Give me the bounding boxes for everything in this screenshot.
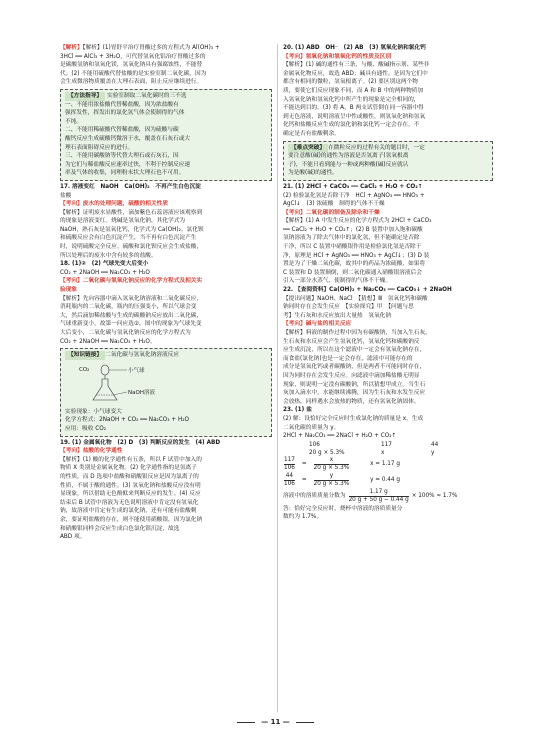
calc-cell: 106	[309, 441, 320, 448]
page-number: — 11 —	[261, 718, 290, 726]
answer-line: AgCl↓ (3) 浓硫酸 制得的气体不干燥	[283, 201, 385, 208]
box-line: 强挥发性，挥发出的氯化氢气体会使制得的气体	[65, 110, 185, 117]
box-title: 【难点突破】	[288, 144, 328, 153]
text-line: 的性质，而 D 选项中盐酸和硝酸银反应是因为氯离子的	[60, 473, 199, 480]
text-line: 气球重新变小，故第一问应选②，图中的现象为气球先变	[60, 321, 202, 328]
box-line: 为它们与稀盐酸反应速率过快，不利于控制反应速	[65, 161, 191, 168]
text-line: 【解析】(1) 酸的化学通性有五条，所以 F 试管中加入的	[60, 456, 202, 463]
solution-label: NaOH溶液	[128, 389, 155, 396]
q16-answer	[60, 44, 272, 87]
text-line: 灰加入滴水中，水能继续沸腾，因为生石灰和水发生反应	[283, 390, 426, 397]
knowledge-link-box	[60, 348, 272, 436]
topic-line: 【考向】二氧化碳与氢氧化钠反应的化学方程式及相关实	[60, 278, 203, 285]
text-line: NaOH，熟石灰是氢氧化钙，化学式为 Ca(OH)₂。氯化钡	[60, 226, 204, 233]
box-line: 三、不能用碳酸钠等代替大理石或石灰石，因	[65, 153, 179, 160]
q23-answer	[283, 406, 493, 522]
text-line: C 装置和 D 装置颠倒，则二氧化碳通入硝酸银溶液后会	[283, 269, 422, 276]
column-divider	[277, 44, 278, 712]
box-line: 实验现象：小气球变大	[65, 408, 122, 415]
answer-statement: 答：恰好完全反应时，烧杯中溶液的溶质质量分	[283, 505, 403, 512]
text-line: 【解析】料液的制作过程中因为有碳酸钠，当加入生石灰，	[283, 330, 431, 336]
co2-label: CO₂	[79, 366, 90, 373]
text-line: 性质，不属于酸的通性。(3) 氢氧化钠和盐酸反应没有明	[60, 482, 201, 489]
equation-line: CO₂ + 2NaOH ══ Na₂CO₃ + H₂O	[60, 269, 150, 276]
equation-line: CO₂ + 2NaOH ══ Na₂CO₃ + H₂O。	[60, 338, 156, 345]
text-line: 时，说明硫酸完全反应。硫酸和氯化钡反应会生成盐酸，	[60, 244, 203, 251]
box-line: 率及气体的收集，同理粉末状大理石也不可用。	[65, 170, 185, 177]
topic-line: 【考向】碱与盐的相关反应	[283, 321, 352, 328]
text-line: 3HCl ══ AlCl₃ + 3H₂O，可代替氢氧化铝治疗胃酸过多的	[60, 53, 206, 60]
box-line: 酸钙反应生成硫酸钙微溶于水，覆盖在石灰石或大	[65, 135, 191, 142]
box-line: 化学方程式：2NaOH + CO₂ ══ Na₂CO₃ + H₂O	[65, 417, 189, 424]
proportion-equation-y: $\frac{44}{106}$ = $\frac{y}{20 g \times 5.3\%}$ y = 0.44 g	[284, 473, 400, 488]
box-title: 【方法指导】	[65, 92, 105, 101]
answer-line: 17. 溶液变红 NaOH Ca(OH)₂ 不再产生白色沉淀	[60, 183, 201, 190]
text-line: 到无色溶液，说明溶液呈中性或酸性，则氢氧化钠和氢氧	[283, 113, 426, 120]
text-line: 二氧化碳的质量为 y。	[283, 424, 340, 431]
result: x = 1.17 g	[370, 461, 400, 468]
box-heading: 【方法指导】 实验室制取二氧化碳时的三不选	[65, 92, 267, 101]
right-column	[283, 44, 493, 522]
answer-line: 22. 【查阅资料】Ca(OH)₂ + Na₂CO₃ ══ CaCO₃↓ + 2NaOH	[283, 287, 452, 294]
text-line: 代；(2) 不能用硫酸代替盐酸的是实验室制二氧化碳，因为	[60, 70, 207, 77]
topic-line: 【考向】二氧化碳的制备及除杂和干燥	[283, 209, 380, 216]
flask-shape	[93, 379, 117, 400]
text-line: 确定是否有盐酸剩余。	[283, 130, 340, 137]
box-line: 子)，不能只看到能与一种或两种酸(碱)反应就认	[288, 161, 409, 168]
text-line: 金属氧化物反应，故选 ABD；碱具有通性，是因为它们中	[283, 70, 428, 77]
topic-line: 验现象	[60, 287, 78, 294]
text-line: 氢钠溶液为了除去气体中的氯化氢，但不能确定是否除	[283, 235, 420, 242]
concentration-prefix: 溶液中的溶质质量分数为	[283, 493, 346, 500]
text-line: 和硫酸反应会有白色沉淀产生，当不再有白色沉淀产生	[60, 235, 197, 242]
text-line: 是碳酸氢钠和氢氧化镁，氢氧化钠具有强腐蚀性，不能替	[60, 62, 203, 69]
text-line: 所以处理后的废水中含有较多的盐酸。	[60, 252, 157, 259]
text-line: 大后变小，二氧化碳与氢氧化钠反应的化学方程式为	[60, 330, 191, 336]
calc-cell: 20 g × 5.3%	[309, 449, 345, 456]
calc-cell: 117	[381, 441, 392, 448]
flask-balloon-illustration	[65, 362, 185, 406]
text-line: 成分是氢氧化钙或者碳酸钠，但是两者不可能同时存在，	[283, 364, 426, 371]
text-line: 生石灰和水反应会产生氢氧化钙，氢氧化钙和碳酸钠反	[283, 338, 420, 345]
fraction: $\frac{y}{20 g \times 5.3\%}$	[313, 473, 350, 488]
fraction: $\frac{44}{106}$	[284, 473, 295, 488]
answer-line: 【提出问题】NaOH、NaCl 【猜想】Ⅲ 氢氧化钙和碳酸	[283, 295, 428, 302]
text-line: 引入一部分水蒸气，使制得的气体不干燥。	[283, 278, 392, 285]
q21-answer	[283, 183, 493, 286]
text-line: 因为同时存在会发生反应。向滤液中滴加稀盐酸无明显	[283, 372, 420, 379]
page-number-rule	[296, 722, 314, 723]
answer-line: 20. (1) ABD OH⁻ (2) AB (3) 氢氧化钠和氯化钙	[283, 45, 426, 51]
text-line: 质，要使它们反应现象不同，而 A 和 B 中的两种物质加	[283, 87, 424, 94]
answer-line: 盐酸	[60, 192, 72, 199]
stoichiometry-table	[283, 441, 493, 457]
fraction: $\frac{117}{106}$	[284, 457, 295, 472]
text-line: 【解析】证明废水显酸性，滴加紫色石蕊溶液应该观察到	[60, 209, 203, 216]
box-title: 【知识链接】	[65, 351, 105, 360]
text-line: 【解析】(1) A 中发生反应的化学方程式为 2HCl + CaCO₃	[283, 218, 432, 225]
q19-answer	[60, 439, 272, 542]
result: y = 0.44 g	[370, 477, 400, 484]
text-line: 【解析】【解析】(1)胃舒平治疗胃酸过多的方程式为 Al(OH)₃ +	[60, 45, 220, 51]
q17-answer	[60, 183, 272, 260]
box-heading: 【知识链接】 二氧化碳与氢氧化钠溶液反应	[65, 351, 267, 360]
box-line: 为是酸(碱)的通性。	[288, 170, 338, 177]
answer-line: 钠同时存在会发生反应 【实验探究】甲 【问题与思	[283, 304, 414, 311]
topic-line: 【考向】盐酸的化学通性	[60, 448, 123, 455]
text-line: 消耗瓶内的二氧化碳，瓶内的压强变小，所以气球会变	[60, 304, 197, 311]
text-line: 【解析】先向容器中滴入氢氧化钠溶液和二氧化碳反应，	[60, 295, 203, 302]
text-line: 置是为了干燥二氧化碳，故其中的药品为浓硫酸，如果将	[283, 261, 426, 268]
answer-line: 21. (1) 2HCl + CaCO₃ ══ CaCl₂ + H₂O + CO₂↑	[283, 183, 423, 190]
text-line: 和硝酸银同样会反应生成白色氯化银沉淀，故选	[60, 525, 180, 532]
text-line: ══ CaCl₂ + H₂O + CO₂↑；(2) B 装置中加入饱和碳酸	[283, 226, 423, 233]
method-guide-box	[60, 89, 272, 181]
calc-cell: 44	[431, 441, 439, 448]
box-line: 要注意酸(碱)的通性为溶液是否氢离子(氢氧根离	[288, 153, 409, 160]
fraction: $\frac{1.17 g}{20 g + 50 g - 0.44 g}$	[348, 489, 409, 504]
text-line: 会生成微溶物质覆盖在大理石表面，阻止反应继续进行。	[60, 79, 203, 86]
left-column	[60, 44, 272, 542]
answer-statement: 数约为 1.7%。	[283, 514, 323, 521]
q22-answer	[283, 286, 493, 406]
q18-answer	[60, 260, 272, 346]
text-line: (2) 解：设恰好完全反应时生成氯化钠的质量是 x，生成	[283, 415, 424, 422]
text-line: 化钙和盐酸反应生成的氯化钠和氯化钙一定会存在，不	[283, 122, 420, 129]
answer-line: 考】生石灰和水反应放出大量热 氢氧化钠	[283, 312, 392, 319]
text-line: 入氢氧化钠和氢氧化钙中所产生的现象是完全相同的，	[283, 96, 420, 103]
answer-line: (2) 检验氯化氢是否除干净 HCl + AgNO₃ ══ HNO₃ +	[283, 192, 425, 199]
text-line: 显现象，所以借助无色酚酞来判断反应的发生。(4) 反应	[60, 491, 201, 498]
flask-diagram	[65, 362, 267, 406]
calc-cell: y	[431, 449, 435, 456]
concentration-suffix: × 100% ≈ 1.7%	[411, 493, 458, 500]
text-line: 而食盐(氯化钠)也是一定会存在，滤液中可能存在的	[283, 355, 413, 362]
balloon-shape	[101, 365, 109, 375]
difficulty-breakthrough-box	[283, 141, 493, 181]
q20-answer	[283, 44, 493, 139]
text-line: 物质 X 类别是金属氧化物。(2) 化学通性指的是氢离子	[60, 465, 197, 472]
box-line: 应用：吸收 CO₂	[65, 425, 106, 432]
text-line: 大，然后滴加稀盐酸与生成的碳酸钠反应放出二氧化碳，	[60, 312, 203, 319]
box-line: 一、不能用浓盐酸代替稀盐酸，因为浓盐酸有	[65, 101, 179, 108]
equation-line: 2HCl + Na₂CO₃ ══ 2NaCl + H₂O + CO₂↑	[283, 433, 397, 440]
balloon-label: 小气球	[128, 367, 145, 374]
proportion-equation-x: $\frac{117}{106}$ = $\frac{x}{20 g \times 5.3\%}$ x = 1.17 g	[284, 457, 400, 472]
text-line: 不能达到目的。(3) 将 A、B 两支试管倒在同一容器中得	[283, 105, 424, 112]
calc-cell: x	[381, 449, 385, 456]
text-line: 钠，故溶液中肯定有生成的氯化钠，还有可能有盐酸剩	[60, 508, 197, 515]
text-line: 干净，所以 C 装置中硝酸银作用是检验氯化氢是否除干	[283, 244, 422, 251]
box-line: 理石表面阻碍反应的进行。	[65, 144, 134, 151]
concentration-equation	[283, 489, 493, 505]
answer-line: 23. (1) 盐	[283, 407, 312, 414]
topic-line: 【考向】废水的处理问题，硫酸的相关性质	[60, 201, 169, 208]
box-line: 二、不能用稀硫酸代替稀盐酸，因为硫酸与碳	[65, 127, 179, 134]
text-line: 会放热，同样遇水会放热的物质，还有氢氧化钠固体。	[283, 398, 420, 405]
text-line: 应生成沉淀，所以在这个滤液中一定会有氢氧化钠存在，	[283, 347, 426, 354]
box-line: 不纯。	[65, 118, 83, 125]
fraction: $\frac{x}{20 g \times 5.3\%}$	[313, 457, 350, 472]
text-line: 都含有相同的微粒，氢氧根离子。(2) 要区别这两个物	[283, 79, 418, 86]
answer-line: 19. (1) 金属氧化物 (2) D (3) 判断反应的发生 (4) ABD	[60, 439, 221, 446]
text-line: 余，要证明盐酸的存在，则不能使用硝酸银，因为氯化钠	[60, 516, 203, 523]
topic-line: 【考向】氢氧化钠和氢氧化钙的性质及区别	[283, 53, 392, 60]
text-line: ABD 项。	[60, 534, 86, 541]
text-line: 的现象是溶液变红。烧碱是氢氧化钠，其化学式为	[60, 218, 186, 225]
text-line: 现象，则说明一定没有碳酸钠，所以猜想甲成立。当生石	[283, 381, 426, 388]
box-heading: 【难点突破】 在微粒反应的过程有关的题目时，一定	[288, 144, 488, 153]
text-line: 结束后 B 试管中溶液为无色说明溶液中肯定没有氢氧化	[60, 499, 199, 506]
text-line: 【解析】(1) 碱的通性有三条，与酸、酸碱指示剂、某些非	[283, 62, 430, 69]
answer-line: 18. (1)② (2) 气球先变大后变小	[60, 261, 149, 268]
text-line: 净，原理是 HCl + AgNO₃ ══ HNO₃ + AgCl↓；(3) D 装	[283, 252, 430, 259]
